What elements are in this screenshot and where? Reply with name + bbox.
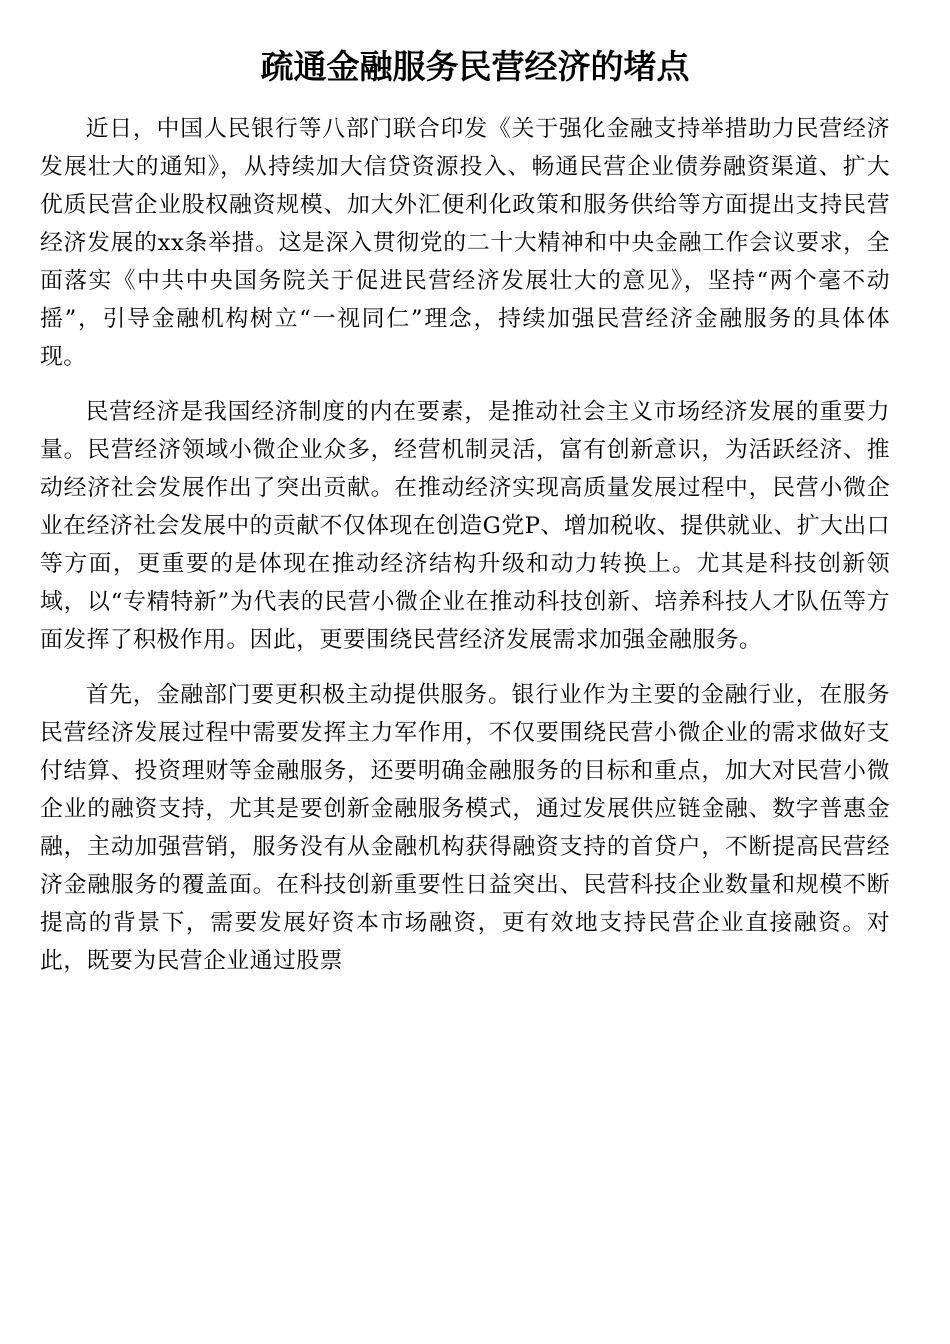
paragraph-3: 首先，金融部门要更积极主动提供服务。银行业作为主要的金融行业，在服务民营经济发展过程中需要发挥主力军作用，不仅要围绕民营小微企业的需求做好支付结算、投资理财等金融服务，还要明确金融服务的目标和重点，加大对民营小微企业的融资支持，尤其是要创新金融服务模式，通过发展供应链金融、数字普惠金融，主动加强营销，服务没有从金融机构获得融资支持的首贷户，不断提高民营经济金融服务的覆盖面。在科技创新重要性日益突出、民营科技企业数量和规模不断提高的背景下，需要发展好资本市场融资，更有效地支持民营企业直接融资。对此，既要为民营企业通过股票 (40, 682, 890, 974)
document-body (40, 110, 890, 997)
paragraph-1: 近日，中国人民银行等八部门联合印发《关于强化金融支持举措助力民营经济发展壮大的通知》，从持续加大信贷资源投入、畅通民营企业债券融资渠道、扩大优质民营企业股权融资规模、加大外汇便利化政策和服务供给等方面提出支持民营经济发展的xx条举措。这是深入贯彻党的二十大精神和中央金融工作会议要求，全面落实《中共中央国务院关于促进民营经济发展壮大的意见》，坚持“两个毫不动摇”，引导金融机构树立“一视同仁”理念，持续加强民营经济金融服务的具体体现。 (40, 116, 890, 370)
paragraph-2: 民营经济是我国经济制度的内在要素，是推动社会主义市场经济发展的重要力量。民营经济领域小微企业众多，经营机制灵活，富有创新意识，为活跃经济、推动经济社会发展作出了突出贡献。在推动经济实现高质量发展过程中，民营小微企业在经济社会发展中的贡献不仅体现在创造G党P、增加税收、提供就业、扩大出口等方面，更重要的是体现在推动经济结构升级和动力转换上。尤其是科技创新领域，以“专精特新”为代表的民营小微企业在推动科技创新、培养科技人才队伍等方面发挥了积极作用。因此，更要围绕民营经济发展需求加强金融服务。 (40, 399, 890, 653)
document-title: 疏通金融服务民营经济的堵点 (260, 47, 690, 86)
